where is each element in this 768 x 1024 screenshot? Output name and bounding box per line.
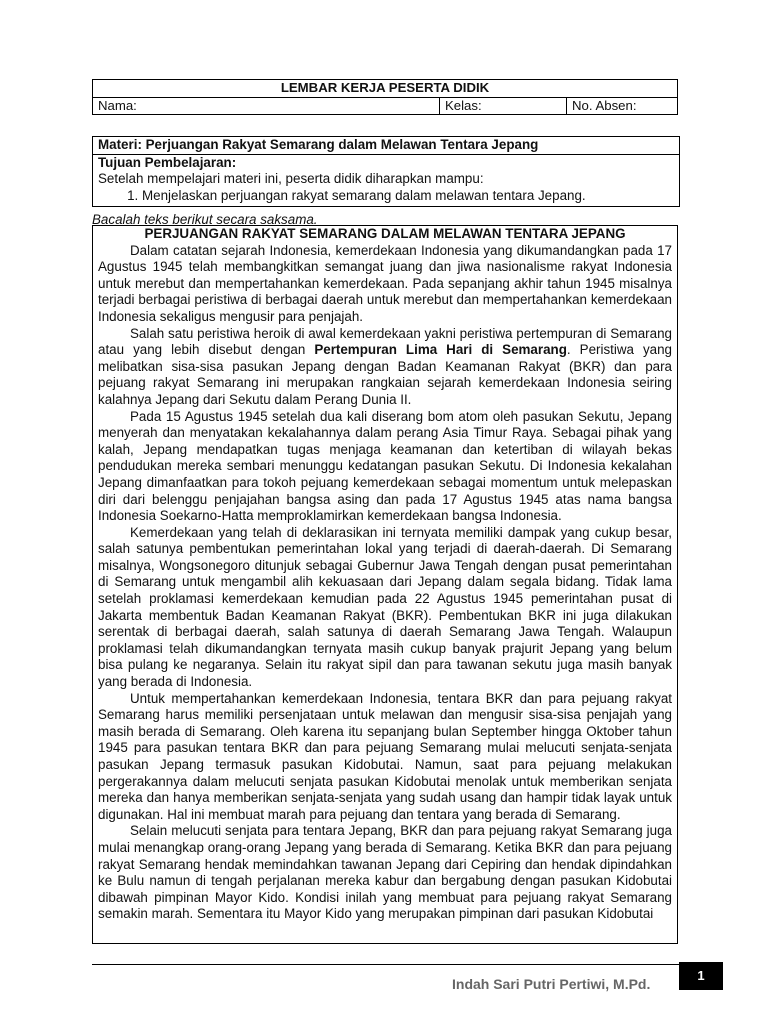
tujuan-intro: Setelah mempelajari materi ini, peserta didik diharapkan mampu: — [98, 171, 484, 187]
objective-item: 1. Menjelaskan perjuangan rakyat semarang dalam melawan tentara Jepang. — [142, 188, 674, 205]
objectives-list — [98, 188, 674, 205]
highlight-term: Pertempuran Lima Hari di Semarang — [314, 342, 567, 358]
article-paragraph-1: Dalam catatan sejarah Indonesia, kemerdekaan Indonesia yang dikumandangkan pada 17 Agustus 1945 telah membangkitkan semangat juang dan jiwa nasionalisme rakyat Indonesia untuk merebut dan mempertahankan kemerdekaan. Pada sepanjang akhir tahun 1945 misalnya terjadi berbagai peristiwa di berbagai daerah untuk merebut dan mempertahankan kemerdekaan Indonesia sekaligus mengusir para penjajah. — [98, 242, 672, 324]
article-paragraph-3: Pada 15 Agustus 1945 setelah dua kali diserang bom atom oleh pasukan Sekutu, Jepang menyerah dan menyatakan kekalahannya dalam perang Asia Timur Raya. Sebagai pihak yang kalah, Jepang mendapatkan tugas menjaga keamanan dan ketertiban di wilayah bekas pendudukan mereka sembari menunggu kedatangan pasukan Sekutu. Di Indonesia kekalahan Jepang dimanfaatkan para tokoh pejuang kemerdekaan sebagai momentum untuk melepaskan diri dari belenggu penjajahan bangsa asing dan pada 17 Agustus 1945 atas nama bangsa Indonesia Soekarno-Hatta memproklamirkan kemerdekaan bangsa Indonesia. — [98, 408, 672, 524]
article-paragraph-2: Salah satu peristiwa heroik di awal kemerdekaan yakni peristiwa pertempuran di Semarang atau yang lebih disebut dengan Pertempuran Lima Hari di Semarang. Peristiwa yang melibatkan sisa-sisa pasukan Jepang dengan Badan Keamanan Rakyat (BKR) dan para pejuang rakyat Semarang ini merupakan rangkaian sejarah kemerdekaan Indonesia seiring kalahnya Jepang dari Sekutu dalam Perang Dunia II. — [98, 325, 673, 407]
page-number: 1 — [679, 962, 723, 990]
materi-box — [92, 136, 680, 207]
absen-field[interactable]: No. Absen: — [567, 97, 678, 115]
article-paragraph-4: Kemerdekaan yang telah di deklarasikan ini ternyata memiliki dampak yang cukup besar, salah satunya pembentukan pemerintahan lokal yang terjadi di daerah-daerah. Di Semarang misalnya, Wongsonegoro ditunjuk sebagai Gubernur Jawa Tengah dengan pusat pemerintahan di Semarang untuk mengambil alih kekuasaan dari Jepang dalam segala bidang. Tidak lama setelah proklamasi kemerdekaan kemudian pada 22 Agustus 1945 pemerintahan pusat di Jakarta membentuk Badan Keamanan Rakyat (BKR). Pembentukan BKR ini juga dilakukan serentak di berbagai daerah, salah satunya di daerah Semarang Jawa Tengah. Walaupun proklamasi telah dikumandangkan ternyata masih cukup banyak prajurit Jepang yang belum bisa pulang ke negaranya. Selain itu rakyat sipil dan para tawanan sekutu juga masih banyak yang berada di Indonesia. — [98, 524, 672, 690]
article-paragraph-5: Untuk mempertahankan kemerdekaan Indonesia, tentara BKR dan para pejuang rakyat Semarang harus memiliki persenjataan untuk melawan dan mengusir sisa-sisa penjajah yang masih berada di Semarang. Oleh karena itu sepanjang bulan September hingga Oktober tahun 1945 para pasukan tentara BKR dan para pejuang Semarang mulai melucuti senjata-senjata pasukan Jepang termasuk pasukan Kidobutai. Namun, saat para pejuang melakukan pergerakannya dalam melucuti senjata pasukan Kidobutai menolak untuk memberikan senjata mereka dan hanya memberikan senjata-senjata yang sudah usang dan hampir tidak layak untuk digunakan. Hal ini membuat marah para pejuang dan tentara yang berada di Semarang. — [98, 690, 672, 822]
article-title: PERJUANGAN RAKYAT SEMARANG DALAM MELAWAN TENTARA JEPANG — [144, 226, 626, 241]
article-paragraph-6: Selain melucuti senjata para tentara Jepang, BKR dan para pejuang rakyat Semarang juga mulai menangkap orang-orang Jepang yang berada di Semarang. Ketika BKR dan para pejuang rakyat Semarang hendak memindahkan tawanan Jepang dari Cepiring dan hendak dipindahkan ke Bulu namun di tengah perjalanan mereka kabur dan bergabung dengan pasukan Kidobutai dibawah pimpinan Mayor Kido. Kondisi inilah yang membuat para pejuang rakyat Semarang semakin marah. Sementara itu Mayor Kido yang merupakan pimpinan dari pasukan Kidobutai — [98, 823, 672, 922]
nama-field[interactable]: Nama: — [93, 97, 440, 115]
kelas-field[interactable]: Kelas: — [440, 97, 567, 115]
tujuan-label: Tujuan Pembelajaran: — [98, 154, 237, 170]
reading-instruction: Bacalah teks berikut secara saksama. — [92, 212, 318, 227]
materi-title: Materi: Perjuangan Rakyat Semarang dalam Melawan Tentara Jepang — [93, 137, 679, 155]
worksheet-header — [92, 79, 678, 115]
footer-author: Indah Sari Putri Pertiwi, M.Pd. — [452, 976, 651, 992]
worksheet-title: LEMBAR KERJA PESERTA DIDIK — [93, 80, 678, 98]
footer-divider — [92, 964, 679, 965]
article-box — [92, 225, 678, 944]
